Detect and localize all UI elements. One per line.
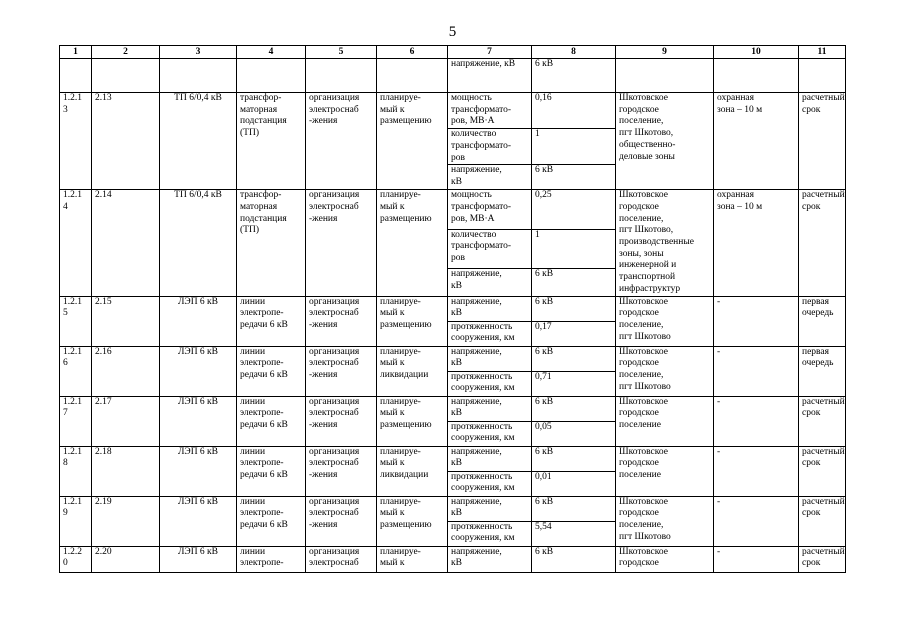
object-type-cell: линии электропе- (237, 546, 306, 572)
term-cell: первая очередь (799, 346, 846, 396)
param-name-cell: количество трансформато- ров (448, 229, 532, 268)
object-type-cell: трансфор- маторная подстанция (ТП) (237, 190, 306, 296)
param-name-cell: напряжение, кВ (448, 546, 532, 572)
document-table (59, 45, 846, 573)
param-name-cell: напряжение, кВ (448, 396, 532, 421)
object-number-cell: 2.19 (92, 496, 160, 546)
param-name-cell: мощность трансформато- ров, МВ·А (448, 190, 532, 229)
location-cell: Шкотовское городское поселение, пгт Шкотово, производственные зоны, зоны инженерной и транспортной инфраструктур (616, 190, 714, 296)
status-cell: планируе- мый к (377, 546, 448, 572)
param-value-cell: 0,16 (532, 93, 616, 129)
carryover-row (60, 59, 846, 93)
object-number-cell: 2.16 (92, 346, 160, 396)
param-value-cell: 6 кВ (532, 296, 616, 321)
param-value-cell: 0,01 (532, 471, 616, 496)
param-name-cell: напряжение, кВ (448, 496, 532, 521)
status-cell: планируе- мый к размещению (377, 296, 448, 346)
location-cell: Шкотовское городское поселение, пгт Шкотово (616, 346, 714, 396)
purpose-cell: организация электроснаб (306, 546, 377, 572)
zone-cell: - (714, 496, 799, 546)
column-number: 10 (714, 46, 799, 59)
object-type-cell: линии электропе- редачи 6 кВ (237, 496, 306, 546)
empty-cell (377, 59, 448, 93)
table-row (60, 346, 846, 371)
location-cell: Шкотовское городское поселение, пгт Шкотово, общественно- деловые зоны (616, 93, 714, 190)
location-cell: Шкотовское городское поселение (616, 446, 714, 496)
param-value-cell: 6 кВ (532, 446, 616, 471)
zone-cell: охранная зона – 10 м (714, 190, 799, 296)
row-number-cell: 1.2.1 6 (60, 346, 92, 396)
zone-cell: - (714, 346, 799, 396)
term-cell: расчетный срок (799, 446, 846, 496)
param-value-cell: 1 (532, 229, 616, 268)
object-code-cell: ТП 6/0,4 кВ (160, 190, 237, 296)
row-number-cell: 1.2.1 4 (60, 190, 92, 296)
empty-cell (714, 59, 799, 93)
row-number-cell: 1.2.1 3 (60, 93, 92, 190)
param-value-cell: 0,25 (532, 190, 616, 229)
location-cell: Шкотовское городское поселение, пгт Шкотово (616, 296, 714, 346)
empty-cell (160, 59, 237, 93)
param-name-cell: напряжение, кВ (448, 446, 532, 471)
status-cell: планируе- мый к размещению (377, 396, 448, 446)
param-value-cell: 6 кВ (532, 165, 616, 190)
table-row (60, 446, 846, 471)
param-value-cell: 6 кВ (532, 59, 616, 93)
location-cell: Шкотовское городское (616, 546, 714, 572)
row-number-cell: 1.2.2 0 (60, 546, 92, 572)
param-value-cell: 0,17 (532, 321, 616, 346)
term-cell: расчетный срок (799, 93, 846, 190)
param-name-cell: протяженность сооружения, км (448, 471, 532, 496)
param-name-cell: напряжение, кВ (448, 165, 532, 190)
zone-cell: - (714, 446, 799, 496)
object-number-cell: 2.15 (92, 296, 160, 346)
column-number: 7 (448, 46, 532, 59)
row-number-cell: 1.2.1 9 (60, 496, 92, 546)
param-name-cell: протяженность сооружения, км (448, 371, 532, 396)
object-number-cell: 2.14 (92, 190, 160, 296)
term-cell: расчетный срок (799, 496, 846, 546)
object-type-cell: линии электропе- редачи 6 кВ (237, 346, 306, 396)
column-number: 2 (92, 46, 160, 59)
row-number-cell: 1.2.1 8 (60, 446, 92, 496)
param-name-cell: напряжение, кВ (448, 346, 532, 371)
param-name-cell: протяженность сооружения, км (448, 521, 532, 546)
status-cell: планируе- мый к ликвидации (377, 446, 448, 496)
purpose-cell: организация электроснаб -жения (306, 190, 377, 296)
param-value-cell: 0,05 (532, 421, 616, 446)
object-code-cell: ТП 6/0,4 кВ (160, 93, 237, 190)
empty-cell (237, 59, 306, 93)
row-number-cell: 1.2.1 5 (60, 296, 92, 346)
object-number-cell: 2.20 (92, 546, 160, 572)
object-number-cell: 2.13 (92, 93, 160, 190)
table-header-row (60, 46, 846, 59)
empty-cell (60, 59, 92, 93)
status-cell: планируе- мый к ликвидации (377, 346, 448, 396)
object-type-cell: линии электропе- редачи 6 кВ (237, 296, 306, 346)
param-name-cell: напряжение, кВ (448, 59, 532, 93)
empty-cell (799, 59, 846, 93)
param-value-cell: 6 кВ (532, 269, 616, 296)
purpose-cell: организация электроснаб -жения (306, 446, 377, 496)
zone-cell: - (714, 546, 799, 572)
object-code-cell: ЛЭП 6 кВ (160, 546, 237, 572)
table-row (60, 190, 846, 229)
param-name-cell: протяженность сооружения, км (448, 421, 532, 446)
table-row (60, 93, 846, 129)
param-value-cell: 5,54 (532, 521, 616, 546)
purpose-cell: организация электроснаб -жения (306, 496, 377, 546)
param-value-cell: 6 кВ (532, 496, 616, 521)
param-name-cell: напряжение, кВ (448, 269, 532, 296)
purpose-cell: организация электроснаб -жения (306, 346, 377, 396)
empty-cell (616, 59, 714, 93)
status-cell: планируе- мый к размещению (377, 93, 448, 190)
table-row (60, 296, 846, 321)
column-number: 8 (532, 46, 616, 59)
term-cell: расчетный срок (799, 546, 846, 572)
term-cell: расчетный срок (799, 190, 846, 296)
param-name-cell: протяженность сооружения, км (448, 321, 532, 346)
zone-cell: - (714, 296, 799, 346)
object-code-cell: ЛЭП 6 кВ (160, 346, 237, 396)
column-number: 6 (377, 46, 448, 59)
table-row (60, 496, 846, 521)
row-number-cell: 1.2.1 7 (60, 396, 92, 446)
param-value-cell: 0,71 (532, 371, 616, 396)
empty-cell (306, 59, 377, 93)
column-number: 11 (799, 46, 846, 59)
param-name-cell: количество трансформато- ров (448, 129, 532, 165)
purpose-cell: организация электроснаб -жения (306, 296, 377, 346)
term-cell: расчетный срок (799, 396, 846, 446)
status-cell: планируе- мый к размещению (377, 496, 448, 546)
object-number-cell: 2.17 (92, 396, 160, 446)
param-value-cell: 6 кВ (532, 396, 616, 421)
column-number: 5 (306, 46, 377, 59)
location-cell: Шкотовское городское поселение, пгт Шкотово (616, 496, 714, 546)
status-cell: планируе- мый к размещению (377, 190, 448, 296)
column-number: 3 (160, 46, 237, 59)
table-row (60, 546, 846, 572)
column-number: 4 (237, 46, 306, 59)
object-code-cell: ЛЭП 6 кВ (160, 296, 237, 346)
zone-cell: охранная зона – 10 м (714, 93, 799, 190)
param-value-cell: 6 кВ (532, 546, 616, 572)
page-number: 5 (448, 24, 457, 40)
object-type-cell: трансфор- маторная подстанция (ТП) (237, 93, 306, 190)
object-code-cell: ЛЭП 6 кВ (160, 496, 237, 546)
column-number: 9 (616, 46, 714, 59)
object-code-cell: ЛЭП 6 кВ (160, 446, 237, 496)
zone-cell: - (714, 396, 799, 446)
column-number: 1 (60, 46, 92, 59)
object-code-cell: ЛЭП 6 кВ (160, 396, 237, 446)
object-type-cell: линии электропе- редачи 6 кВ (237, 446, 306, 496)
term-cell: первая очередь (799, 296, 846, 346)
param-name-cell: мощность трансформато- ров, МВ·А (448, 93, 532, 129)
param-name-cell: напряжение, кВ (448, 296, 532, 321)
object-number-cell: 2.18 (92, 446, 160, 496)
param-value-cell: 6 кВ (532, 346, 616, 371)
purpose-cell: организация электроснаб -жения (306, 396, 377, 446)
purpose-cell: организация электроснаб -жения (306, 93, 377, 190)
location-cell: Шкотовское городское поселение (616, 396, 714, 446)
table-row (60, 396, 846, 421)
empty-cell (92, 59, 160, 93)
param-value-cell: 1 (532, 129, 616, 165)
object-type-cell: линии электропе- редачи 6 кВ (237, 396, 306, 446)
